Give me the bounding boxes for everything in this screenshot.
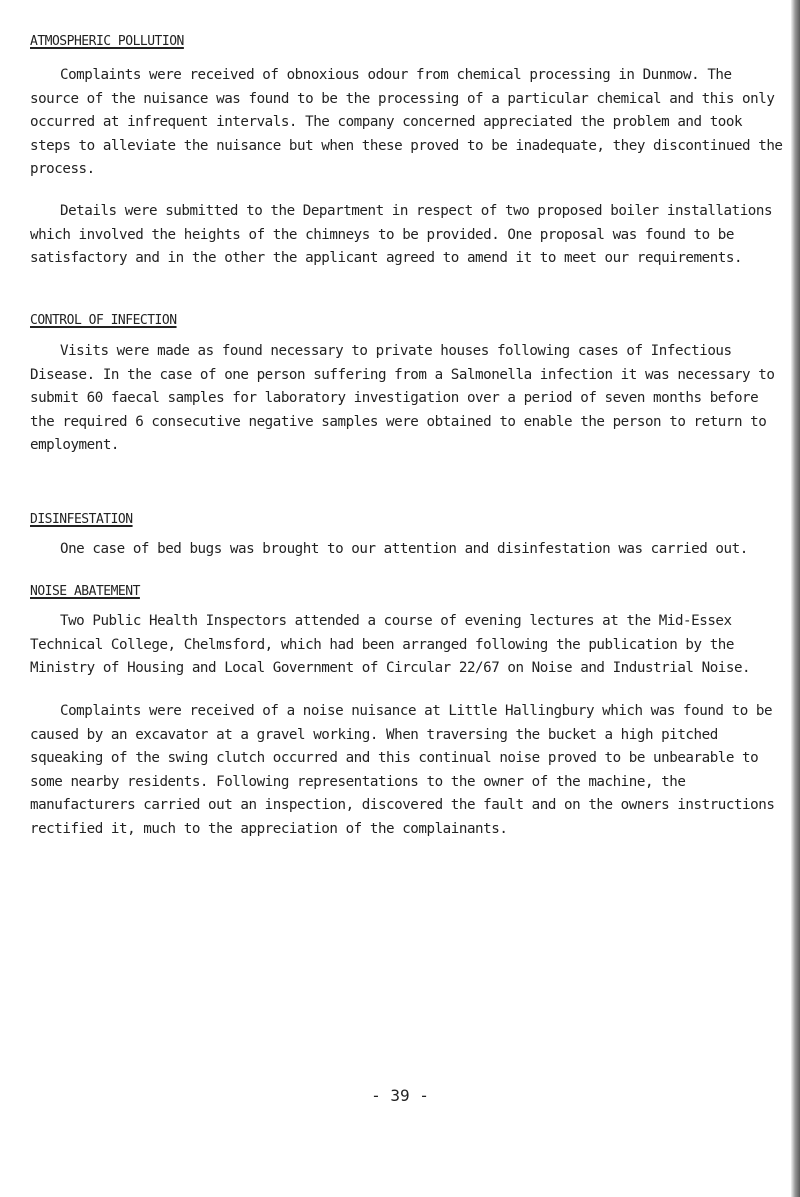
paragraph: Complaints were received of a noise nuisance at Little Hallingbury which was found to be caused by an excavator at a gravel working. When traversing the bucket a high pitched squeaking of the swing clutch occurred and this continual noise proved to be unbearable to some nearby residents. Following representations to the owner of the machine, the manufacturers carried out an inspection, discovered the fault and on the owners instructions rectified it, much to the appreciation of the complainants. xyxy=(30,703,775,837)
section-heading-atmospheric-pollution: ATMOSPHERIC POLLUTION xyxy=(30,34,184,49)
scanned-page-edge xyxy=(791,0,800,1197)
paragraph: Details were submitted to the Department in respect of two proposed boiler installations which involved the heights of the chimneys to be provided. One proposal was found to be satisfactory and in the other the applicant agreed to amend it to meet our requirements. xyxy=(30,203,773,267)
page-number: - 39 - xyxy=(371,1086,429,1105)
section-heading-disinfestation: DISINFESTATION xyxy=(30,512,133,527)
paragraph: Complaints were received of obnoxious odour from chemical processing in Dunmow. The source of the nuisance was found to be the processing of a particular chemical and this only occurred at infrequent intervals. The company concerned appreciated the problem and took steps to alleviate the nuisance but when these proved to be inadequate, they discontinued the process. xyxy=(30,67,783,178)
paragraph: One case of bed bugs was brought to our attention and disinfestation was carried out. xyxy=(60,541,748,557)
paragraph: Two Public Health Inspectors attended a course of evening lectures at the Mid-Essex Technical College, Chelmsford, which had been arranged following the publication by the Ministry of Housing and Local Government of Circular 22/67 on Noise and Industrial Noise. xyxy=(30,613,751,677)
section-heading-control-of-infection: CONTROL OF INFECTION xyxy=(30,313,177,328)
paragraph: Visits were made as found necessary to private houses following cases of Infectious Disease. In the case of one person suffering from a Salmonella infection it was necessary to submit 60 faecal samples for laboratory investigation over a period of seven months before the required 6 consecutive negative samples were obtained to enable the person to return to employment. xyxy=(30,343,775,454)
section-heading-noise-abatement: NOISE ABATEMENT xyxy=(30,584,140,599)
